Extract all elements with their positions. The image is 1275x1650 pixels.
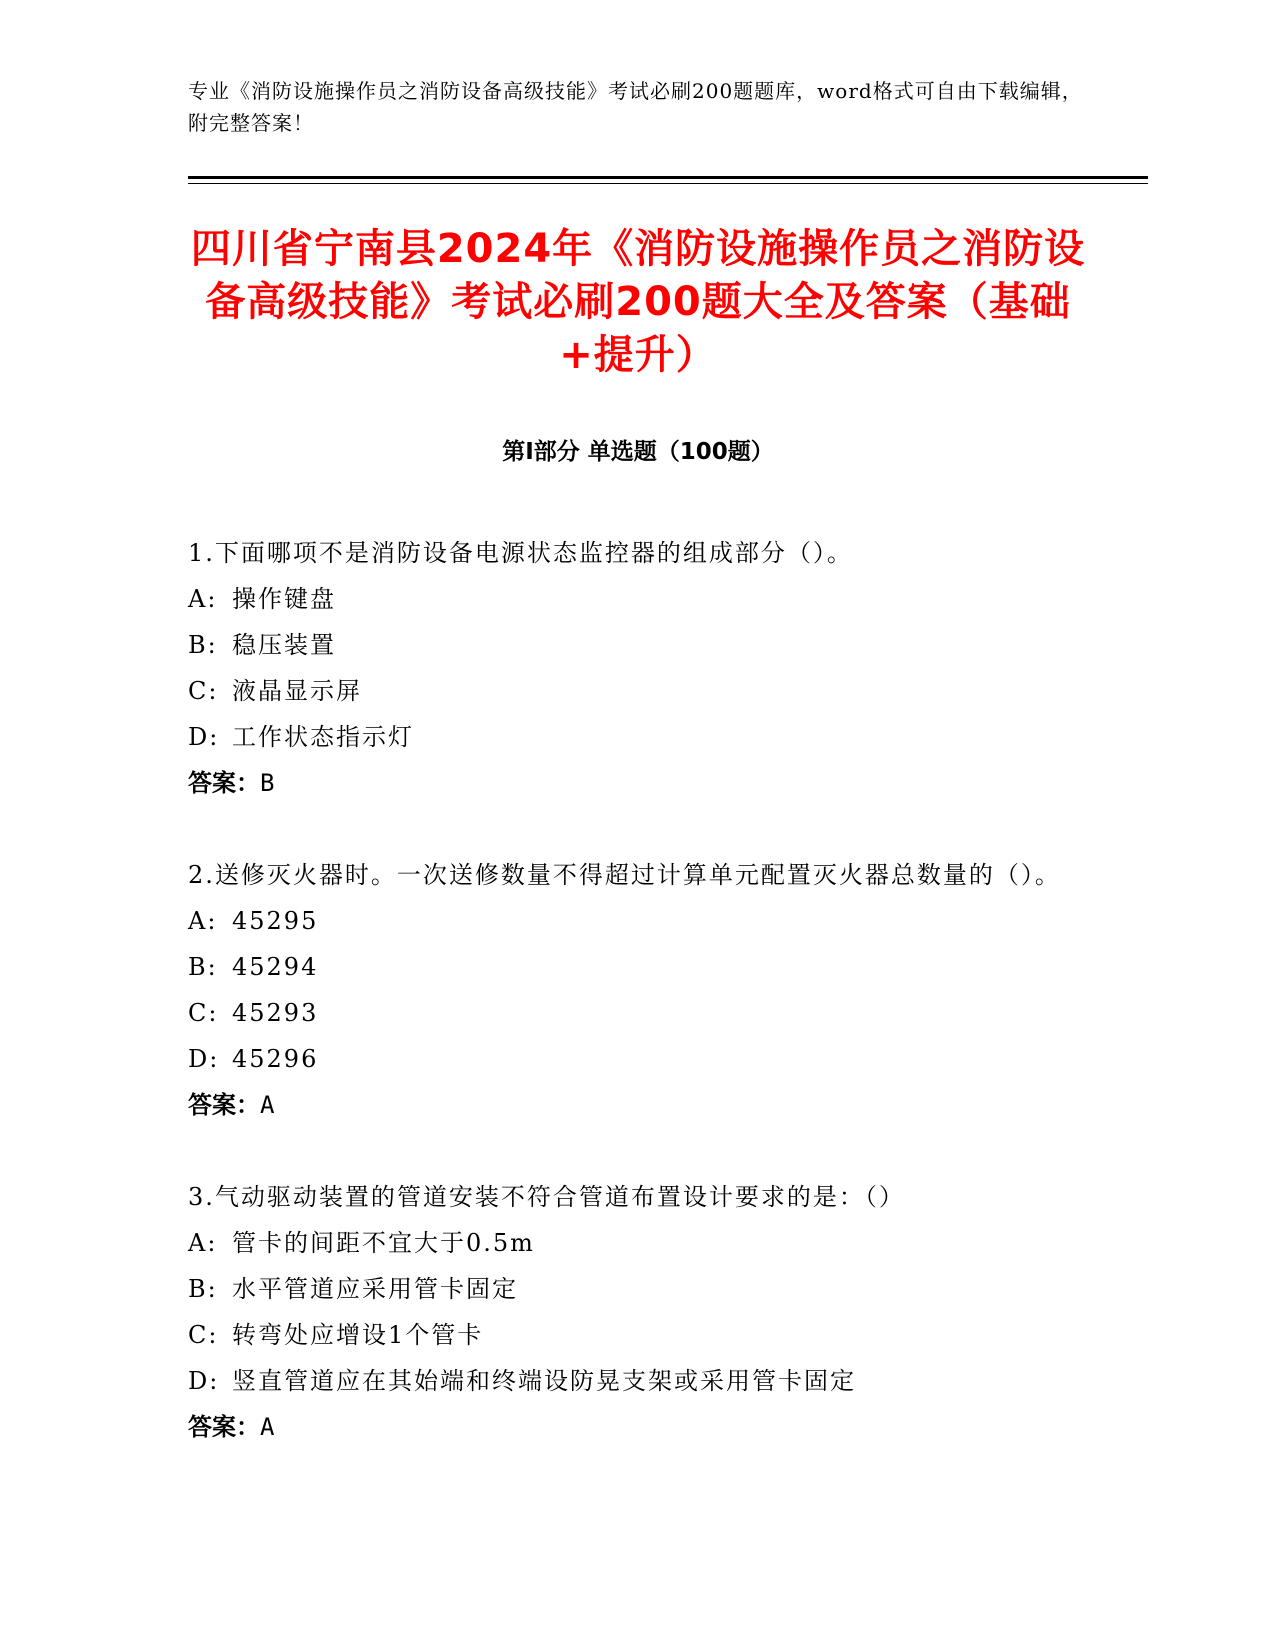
option-d (188, 1036, 1068, 1082)
option-letter: A: (188, 1229, 218, 1257)
option-text: 竖直管道应在其始端和终端设防晃支架或采用管卡固定 (232, 1367, 856, 1395)
option-text: 操作键盘 (232, 585, 336, 613)
option-letter: B: (188, 631, 218, 659)
question-2 (188, 852, 1068, 1128)
option-letter: D: (188, 1045, 220, 1073)
option-text: 45296 (232, 1045, 319, 1073)
question-stem: 1.下面哪项不是消防设备电源状态监控器的组成部分（）。 (188, 539, 853, 567)
header-note: 专业《消防设施操作员之消防设备高级技能》考试必刷200题题库，word格式可自由下载编辑，附完整答案！ (188, 79, 1083, 135)
option-letter: A: (188, 585, 218, 613)
option-b (188, 1266, 1068, 1312)
answer-line (188, 760, 1068, 806)
option-c (188, 990, 1068, 1036)
header-divider-thin (188, 183, 1148, 184)
option-letter: B: (188, 1275, 218, 1303)
answer-value: A (260, 1413, 275, 1441)
option-letter: A: (188, 907, 218, 935)
option-text: 转弯处应增设1个管卡 (232, 1321, 484, 1349)
option-text: 45295 (232, 907, 319, 935)
answer-label: 答案： (188, 769, 260, 797)
question-1 (188, 530, 1068, 806)
option-b (188, 944, 1068, 990)
answer-label: 答案： (188, 1413, 260, 1441)
answer-line (188, 1404, 1068, 1450)
option-letter: B: (188, 953, 218, 981)
option-a (188, 1220, 1068, 1266)
option-letter: C: (188, 677, 219, 705)
option-text: 液晶显示屏 (232, 677, 362, 705)
question-stem: 3.气动驱动装置的管道安装不符合管道布置设计要求的是：（） (188, 1183, 905, 1211)
option-text: 45293 (232, 999, 319, 1027)
option-letter: D: (188, 723, 220, 751)
answer-label: 答案： (188, 1091, 260, 1119)
answer-line (188, 1082, 1068, 1128)
answer-value: B (260, 769, 275, 797)
option-text: 水平管道应采用管卡固定 (232, 1275, 518, 1303)
option-c (188, 668, 1068, 714)
option-letter: C: (188, 1321, 219, 1349)
option-d (188, 714, 1068, 760)
option-a (188, 576, 1068, 622)
option-a (188, 898, 1068, 944)
option-b (188, 622, 1068, 668)
option-text: 稳压装置 (232, 631, 336, 659)
section-heading: 第Ⅰ部分 单选题（100题） (502, 439, 774, 465)
question-list (188, 530, 1068, 1496)
option-text: 工作状态指示灯 (232, 723, 414, 751)
question-3 (188, 1174, 1068, 1450)
document-title: 四川省宁南县2024年《消防设施操作员之消防设备高级技能》考试必刷200题大全及答案（基础+提升） (190, 226, 1086, 378)
answer-value: A (260, 1091, 275, 1119)
option-text: 管卡的间距不宜大于0.5m (232, 1229, 535, 1257)
option-text: 45294 (232, 953, 319, 981)
header-divider-thick (188, 176, 1148, 179)
option-d (188, 1358, 1068, 1404)
option-letter: C: (188, 999, 219, 1027)
question-stem: 2.送修灭火器时。一次送修数量不得超过计算单元配置灭火器总数量的（）。 (188, 861, 1061, 889)
option-letter: D: (188, 1367, 220, 1395)
option-c (188, 1312, 1068, 1358)
